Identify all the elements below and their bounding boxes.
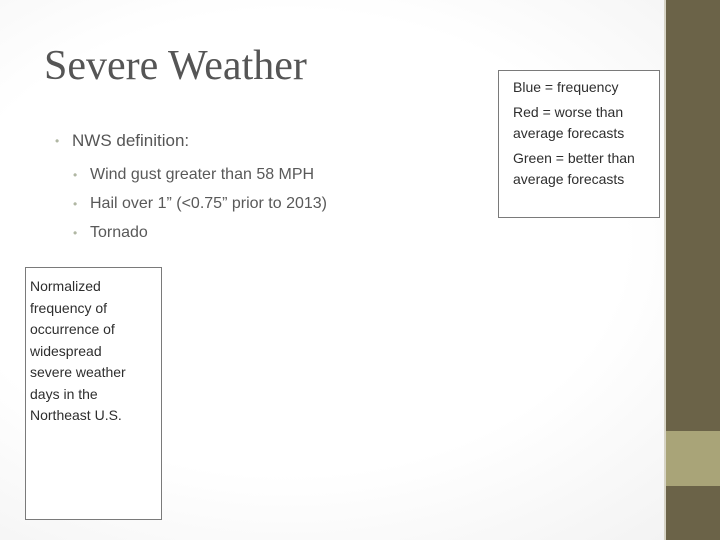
legend-box — [498, 70, 660, 218]
bullet-item-main — [55, 129, 327, 153]
legend-item-blue: Blue = frequency — [513, 79, 619, 95]
caption-line: days in the — [30, 385, 98, 402]
legend-item-red: Red = worse than average forecasts — [513, 103, 625, 141]
sub-bullet-item — [55, 218, 327, 247]
slide-title: Severe Weather — [44, 43, 307, 89]
bullet-icon: • — [73, 196, 78, 211]
sub-bullet-list — [55, 160, 327, 247]
caption-box — [25, 267, 162, 520]
caption-line: severe weather — [30, 364, 126, 380]
sub-bullet-item — [55, 189, 327, 218]
caption-line: Normalized — [30, 278, 101, 294]
caption-line: frequency of — [30, 299, 108, 316]
caption-line: Northeast U.S. — [30, 407, 122, 423]
decorative-sidebar-accent — [666, 431, 720, 486]
caption-line: occurrence of — [30, 321, 115, 337]
bullet-list — [55, 129, 327, 247]
sub-bullet-text: Tornado — [90, 223, 148, 241]
sub-bullet-text: Wind gust greater than 58 MPH — [90, 165, 315, 183]
caption-line: widespread — [30, 342, 102, 359]
bullet-icon: • — [55, 134, 60, 148]
sub-bullet-text: Hail over 1” (<0.75” prior to 2013) — [90, 194, 327, 212]
legend-item-green: Green = better than average forecasts — [513, 149, 635, 187]
bullet-icon: • — [73, 225, 78, 240]
bullet-icon: • — [73, 167, 78, 182]
sub-bullet-item — [55, 160, 327, 189]
bullet-text: NWS definition: — [72, 131, 190, 150]
